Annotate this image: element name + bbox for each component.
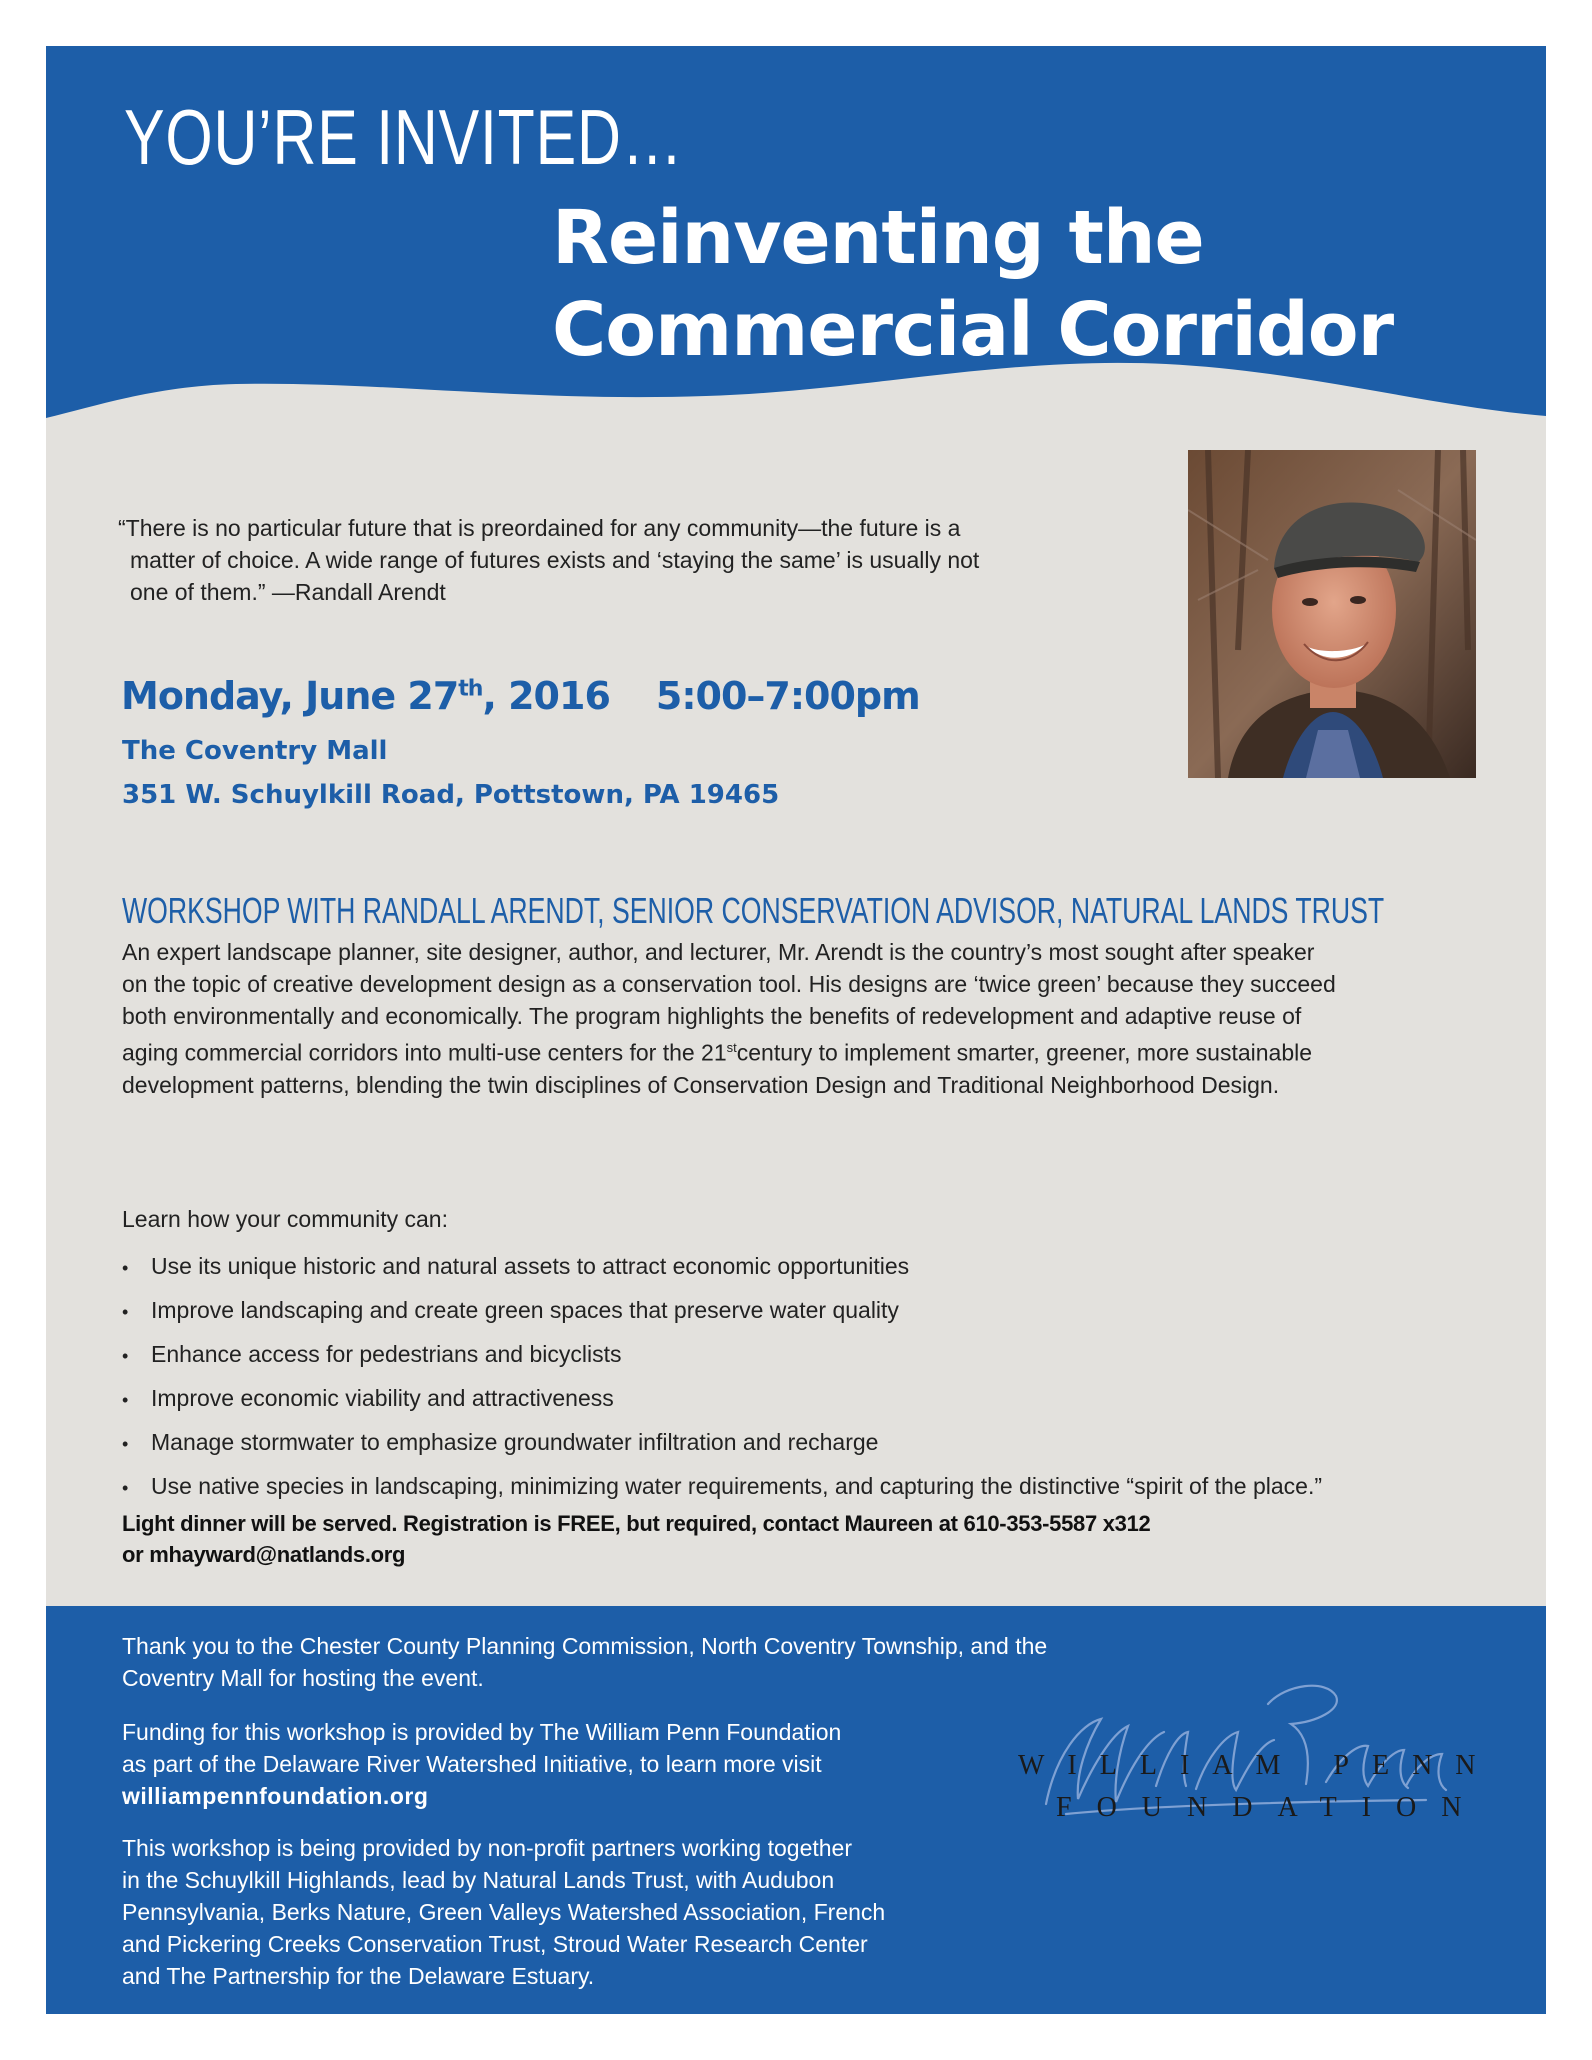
partners-line-1: This workshop is being provided by non-profit partners working together	[122, 1835, 852, 1861]
header-banner	[46, 46, 1546, 486]
event-venue: The Coventry Mall	[122, 736, 388, 766]
event-address: 351 W. Schuylkill Road, Pottstown, PA 19465	[122, 780, 780, 810]
learn-intro: Learn how your community can:	[122, 1206, 448, 1232]
partners-line-4: and Pickering Creeks Conservation Trust, Stroud Water Research Center	[122, 1931, 868, 1957]
speaker-photo	[1188, 450, 1476, 778]
partners-text	[122, 1832, 885, 1992]
quote-line-3: one of them.” —Randall Arendt	[130, 579, 446, 605]
event-date-prefix: Monday, June 27	[121, 674, 459, 718]
thanks-line-1: Thank you to the Chester County Planning Commission, North Coventry Township, and the	[122, 1633, 1048, 1659]
william-penn-foundation-logo	[1006, 1674, 1499, 1874]
event-time: 5:00–7:00pm	[655, 674, 920, 718]
registration-line-1: Light dinner will be served. Registration is FREE, but required, contact Maureen at 610-353-5587 x312	[122, 1511, 1151, 1536]
registration-line-2: or mhayward@natlands.org	[122, 1542, 406, 1567]
logo-wordmark-top: WILLIAM PENN	[1018, 1750, 1499, 1781]
list-item	[122, 1244, 1322, 1288]
description-line-1: An expert landscape planner, site designer, author, and lecturer, Mr. Arendt is the country’s most sought after speaker	[122, 939, 1315, 965]
benefits-list	[122, 1244, 1322, 1508]
list-item-text: Manage stormwater to emphasize groundwater infiltration and recharge	[151, 1429, 879, 1455]
list-item	[122, 1288, 1322, 1332]
bullet-icon: •	[122, 1434, 129, 1454]
speaker-portrait-image	[1188, 450, 1476, 778]
footer-sponsors	[46, 1606, 1546, 2014]
funding-line-1: Funding for this workshop is provided by The William Penn Foundation	[122, 1719, 842, 1745]
partners-line-5: and The Partnership for the Delaware Estuary.	[122, 1963, 595, 1989]
registration-info	[122, 1508, 1150, 1570]
speaker-quote	[118, 512, 1148, 608]
bullet-icon: •	[122, 1258, 129, 1278]
event-date-time	[121, 674, 920, 718]
workshop-description	[122, 936, 1522, 1101]
event-date-ordinal: th	[458, 676, 483, 702]
invited-heading: YOU’RE INVITED…	[124, 93, 684, 181]
bullet-icon: •	[122, 1478, 129, 1498]
list-item	[122, 1464, 1322, 1508]
list-item-text: Use its unique historic and natural assets to attract economic opportunities	[151, 1253, 910, 1279]
thanks-text	[122, 1630, 1047, 1694]
page-title	[552, 192, 1393, 376]
title-line-2: Commercial Corridor	[552, 287, 1394, 373]
thanks-line-2: Coventry Mall for hosting the event.	[122, 1665, 484, 1691]
quote-line-1: “There is no particular future that is preordained for any community—the future is a	[118, 515, 961, 541]
partners-line-3: Pennsylvania, Berks Nature, Green Valleys Watershed Association, French	[122, 1899, 886, 1925]
bullet-icon: •	[122, 1390, 129, 1410]
description-line-4	[122, 1032, 1522, 1069]
funding-text	[122, 1716, 841, 1812]
list-item-text: Use native species in landscaping, minimizing water requirements, and capturing the distinctive “spirit of the place.”	[151, 1473, 1323, 1499]
bullet-icon: •	[122, 1302, 129, 1322]
description-line-3: both environmentally and economically. The program highlights the benefits of redevelopment and adaptive reuse of	[122, 1003, 1302, 1029]
list-item-text: Improve landscaping and create green spaces that preserve water quality	[151, 1297, 899, 1323]
description-line-4-start: aging commercial corridors into multi-use centers for the 21	[122, 1039, 727, 1066]
funding-link[interactable]: williampennfoundation.org	[122, 1783, 429, 1809]
description-line-5: development patterns, blending the twin disciplines of Conservation Design and Traditional Neighborhood Design.	[122, 1071, 1280, 1098]
bullet-icon: •	[122, 1346, 129, 1366]
workshop-heading: WORKSHOP WITH RANDALL ARENDT, SENIOR CONSERVATION ADVISOR, NATURAL LANDS TRUST	[122, 890, 1385, 931]
funding-line-2: as part of the Delaware River Watershed Initiative, to learn more visit	[122, 1751, 822, 1777]
partners-line-2: in the Schuylkill Highlands, lead by Natural Lands Trust, with Audubon	[122, 1867, 835, 1893]
flyer	[46, 46, 1546, 2014]
list-item	[122, 1332, 1322, 1376]
description-line-2: on the topic of creative development design as a conservation tool. His designs are ‘twice green’ because they succeed	[122, 971, 1336, 997]
list-item	[122, 1420, 1322, 1464]
description-line-4-ordinal: st	[726, 1040, 737, 1055]
logo-wordmark-bottom: FOUNDATION	[1056, 1792, 1487, 1823]
list-item	[122, 1376, 1322, 1420]
description-line-4-end: century to implement smarter, greener, more sustainable	[736, 1039, 1313, 1066]
list-item-text: Enhance access for pedestrians and bicyclists	[151, 1341, 622, 1367]
title-line-1: Reinventing the	[552, 195, 1204, 281]
quote-line-2: matter of choice. A wide range of futures exists and ‘staying the same’ is usually not	[130, 547, 980, 573]
list-item-text: Improve economic viability and attractiveness	[151, 1385, 614, 1411]
event-date-suffix: , 2016	[482, 674, 610, 718]
